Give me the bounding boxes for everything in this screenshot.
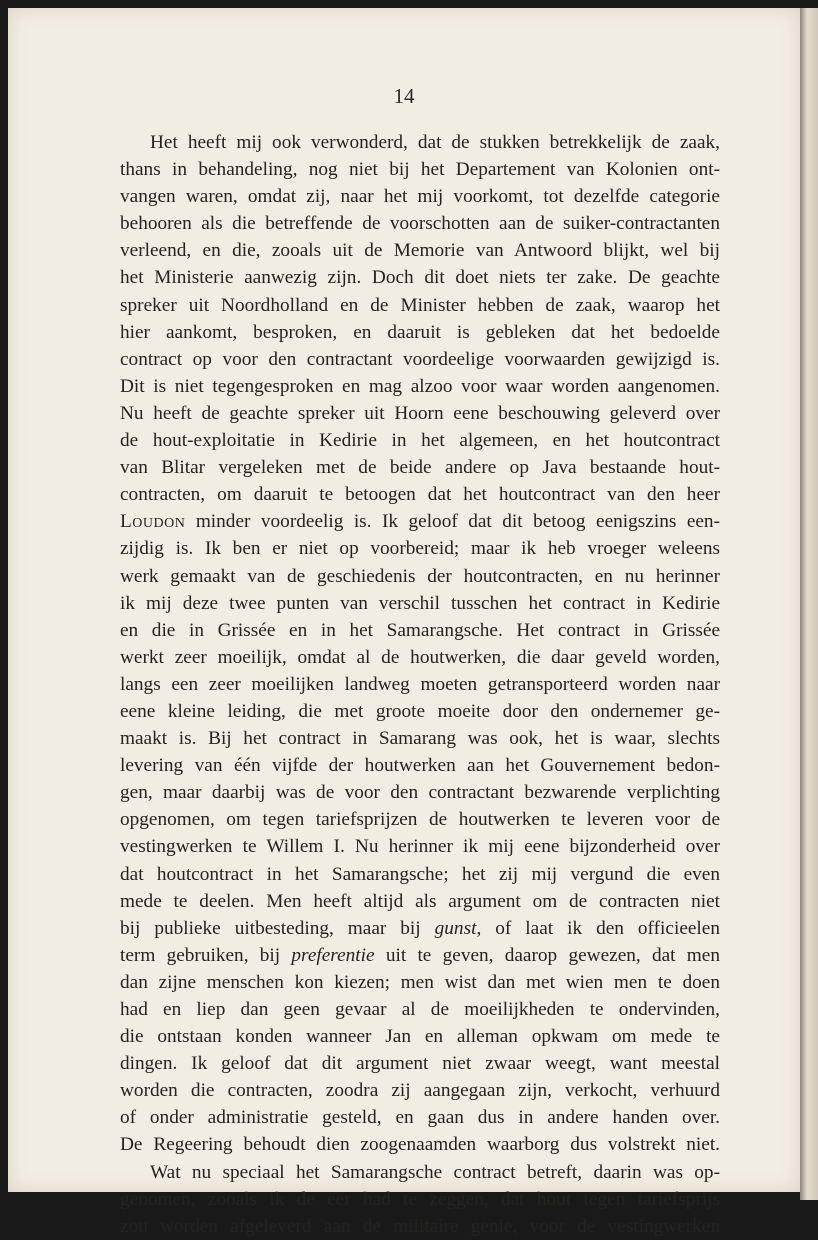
text-line: contracten, om daaruit te betoogen dat het houtcontract van den heer: [120, 484, 720, 506]
text-line: Dit is niet tegengesproken en mag alzoo voor waar worden aangenomen.: [120, 375, 720, 397]
text-line: behooren als die betreffende de voorschotten aan de suiker-contractanten: [120, 213, 720, 235]
text-line: maakt is. Bij het contract in Samarang was ook, het is waar, slechts: [120, 728, 720, 750]
text-line: langs een zeer moeilijken landweg moeten getransporteerd worden naar: [120, 673, 720, 695]
page-edge: [800, 8, 818, 1200]
text-line: Loudon minder voordeelig is. Ik geloof dat dit betoog eenigszins een-: [120, 511, 720, 533]
text-line: of onder administratie gesteld, en gaan dus in andere handen over.: [120, 1107, 720, 1129]
text-line: levering van één vijfde der houtwerken aan het Gouvernement bedon-: [120, 755, 720, 777]
text-line: genomen, zooals ik de eer had te zeggen, dat hout tegen tariefsprijs: [120, 1188, 720, 1210]
text-line: worden die contracten, zoodra zij aangegaan zijn, verkocht, verhuurd: [120, 1080, 720, 1102]
text-line: werk gemaakt van de geschiedenis der houtcontracten, en nu herinner: [120, 565, 720, 587]
body-text: [120, 129, 720, 1240]
text-line: vestingwerken te Willem I. Nu herinner ik mij eene bijzonderheid over: [120, 836, 720, 858]
text-line: verleend, en die, zooals uit de Memorie van Antwoord blijkt, wel bij: [120, 240, 720, 262]
text-line: spreker uit Noordholland en de Minister hebben de zaak, waarop het: [120, 294, 720, 316]
text-line: mede te deelen. Men heeft altijd als argument om de contracten niet: [120, 890, 720, 912]
text-line: bij publieke uitbesteding, maar bij gunst, of laat ik den officieelen: [120, 917, 720, 939]
text-line: en die in Grissée en in het Samarangsche. Het contract in Grissée: [120, 619, 720, 641]
text-line: Het heeft mij ook verwonderd, dat de stukken betrekkelijk de zaak,: [150, 132, 720, 153]
text-line: term gebruiken, bij preferentie uit te geven, daarop gewezen, dat men: [120, 944, 720, 966]
text-line: hier aankomt, besproken, en daaruit is gebleken dat het bedoelde: [120, 321, 720, 343]
text-line: dan zijne menschen kon kiezen; men wist dan met wien men te doen: [120, 971, 720, 993]
text-line: gen, maar daarbij was de voor den contractant bezwarende verplichting: [120, 782, 720, 804]
text-line: zijdig is. Ik ben er niet op voorbereid; maar ik heb vroeger weleens: [120, 538, 720, 560]
text-line: ik mij deze twee punten van verschil tusschen het contract in Kedirie: [120, 592, 720, 614]
italic-gunst: gunst: [434, 917, 477, 939]
text-line: de hout-exploitatie in Kedirie in het algemeen, en het houtcontract: [120, 430, 720, 452]
text-line: thans in behandeling, nog niet bij het Departement van Kolonien ont-: [120, 159, 720, 181]
text-line: die ontstaan konden wanneer Jan en alleman opkwam om mede te: [120, 1026, 720, 1048]
text-line: had en liep dan geen gevaar al de moeilijkheden te ondervinden,: [120, 999, 720, 1020]
text-line: De Regeering behoudt dien zoogenaamden waarborg dus volstrekt niet.: [120, 1134, 720, 1156]
text-line: het Ministerie aanwezig zijn. Doch dit doet niets ter zake. De geachte: [120, 267, 720, 289]
name-loudon: Loudon: [120, 511, 186, 533]
text-line: opgenomen, om tegen tariefsprijzen de houtwerken te leveren voor de: [120, 809, 720, 831]
page-number: 14: [393, 84, 415, 108]
text-line: van Blitar vergeleken met de beide andere op Java bestaande hout-: [120, 457, 720, 479]
text-line: contract op voor den contractant voordeelige voorwaarden gewijzigd is.: [120, 348, 720, 370]
text-line: zou worden afgeleverd aan de militaire genie, voor de vestingwerken: [120, 1215, 720, 1237]
text-line: werkt zeer moeilijk, omdat al de houtwerken, die daar geveld worden,: [120, 646, 720, 668]
text-line: Wat nu speciaal het Samarangsche contract betreft, daarin was op-: [150, 1161, 720, 1183]
text-line: eene kleine leiding, die met groote moeite door den ondernemer ge-: [120, 700, 720, 722]
text-line: vangen waren, omdat zij, naar het mij voorkomt, tot dezelfde categorie: [120, 186, 720, 208]
document-page: [8, 8, 800, 1237]
text-line: dingen. Ik geloof dat dit argument niet zwaar weegt, want meestal: [120, 1053, 720, 1075]
text-line: Nu heeft de geachte spreker uit Hoorn eene beschouwing geleverd over: [120, 402, 720, 424]
italic-preferentie: preferentie: [291, 944, 375, 966]
text-line: dat houtcontract in het Samarangsche; het zij mij vergund die even: [120, 863, 720, 885]
